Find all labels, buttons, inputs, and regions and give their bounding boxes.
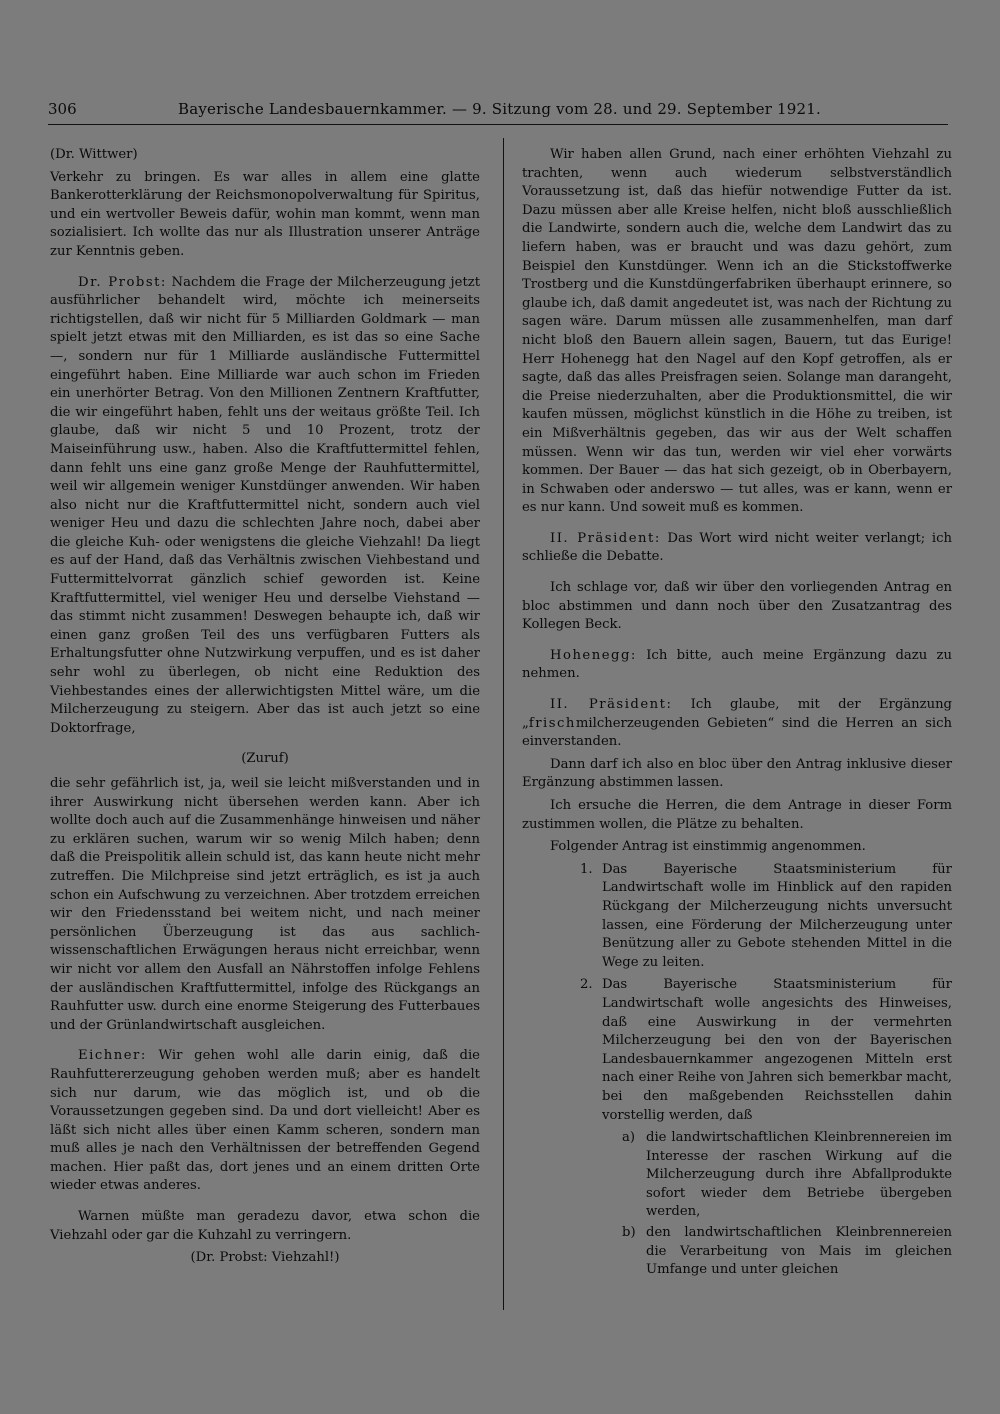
- speech-paragraph: [50, 1047, 480, 1196]
- speech-text: Das Wort wird nicht weiter verlangt; ich schließe die Debatte.: [522, 530, 953, 565]
- page-number: 306: [48, 100, 77, 118]
- right-column: [522, 146, 952, 1282]
- paragraph: Dann darf ich also en bloc über den Antrag inklusive dieser Ergänzung abstimmen lassen.: [522, 756, 952, 791]
- interjection: (Dr. Probst: Viehzahl!): [190, 1250, 340, 1266]
- emphasized-word: frisch: [528, 715, 576, 731]
- item-text: Das Bayerische Staatsministerium für Landwirtschaft wolle angesichts des Hinweises, daß eine Auswirkung in der vermehrten Milcherzeugung bei den von der Bayerischen Landesbauernkammer angezogenen Mitteln erst nach einer Reihe von Jahren sich bemerkbar macht, bei den maßgebenden Reichsstellen dahin vorstellig werden, daß: [602, 977, 952, 1123]
- header-rule: [48, 124, 948, 125]
- item-number: 1.: [580, 861, 593, 877]
- sub-list: [522, 1129, 952, 1280]
- sub-letter: b): [622, 1225, 636, 1241]
- column-divider: [503, 138, 504, 1310]
- sub-letter: a): [622, 1130, 636, 1146]
- speech-text: milcherzeugenden Gebieten“ sind die Herren an sich einverstanden.: [522, 715, 952, 750]
- resolution-list: [522, 861, 952, 1125]
- speaker-name: Eichner:: [78, 1048, 147, 1064]
- speaker-name: Hohenegg:: [550, 647, 637, 663]
- speech-paragraph: [522, 647, 952, 684]
- sub-text: die landwirtschaftlichen Kleinbrennereien im Interesse der raschen Wirkung auf die Milcherzeugung durch ihre Abfallprodukte sofort wieder dem Betriebe übergeben werden,: [646, 1130, 952, 1220]
- speech-text: Wir gehen wohl alle darin einig, daß die Rauhfuttererzeugung gehoben werden muß; aber es handelt sich nur darum, wie das möglich ist, und ob die Voraussetzungen gegeben sind. Da und dort vielleicht! Aber es läßt sich nicht alles über einen Kamm scheren, sondern man muß alles je nach den Verhältnissen der betreffenden Gegend machen. Hier paßt das, dort jenes und an einem dritten Orte wieder etwas anderes.: [50, 1048, 480, 1194]
- paragraph: Folgender Antrag ist einstimmig angenommen.: [550, 839, 866, 855]
- sub-item: [522, 1224, 952, 1280]
- paragraph: Verkehr zu bringen. Es war alles in allem eine glatte Bankerotterklärung der Reichsmonopolverwaltung für Spiritus, und ein wertvoller Beweis dafür, wohin man kommt, wenn man sozialisiert. Ich wollte das nur als Illustration unserer Anträge zur Kenntnis geben.: [50, 169, 480, 259]
- running-title: Bayerische Landesbauernkammer. — 9. Sitzung vom 28. und 29. September 1921.: [178, 100, 821, 118]
- paragraph: Ich schlage vor, daß wir über den vorliegenden Antrag en bloc abstimmen und dann noch über den Zusatzantrag des Kollegen Beck.: [522, 580, 952, 633]
- paragraph: Ich ersuche die Herren, die dem Antrage in dieser Form zustimmen wollen, die Plätze zu behalten.: [522, 798, 952, 832]
- left-column: [50, 146, 480, 1274]
- paragraph: Warnen müßte man geradezu davor, etwa schon die Viehzahl oder gar die Kuhzahl zu verringern.: [50, 1209, 480, 1243]
- speech-text: Ich bitte, auch meine Ergänzung dazu zu nehmen.: [522, 647, 952, 682]
- paragraph: Wir haben allen Grund, nach einer erhöhten Viehzahl zu trachten, wenn auch wiederum selbstverständlich Voraussetzung ist, daß das hiefür notwendige Futter da ist. Dazu müssen aber alle Kreise helfen, nicht bloß ausschließlich die Landwirte, sondern auch die, welche dem Landwirt das zu liefern haben, was er braucht und was dazu gehört, zum Beispiel den Kunstdünger. Wenn ich an die Stickstoffwerke Trostberg und die Kunstdüngerfabriken überhaupt erinnere, so glaube ich, daß damit angedeutet ist, was nach der Richtung zu sagen wäre. Darum müssen alle zusammenhelfen, man darf nicht bloß den Bauern allein sagen, Bauern, tut das Eurige! Herr Hohenegg hat den Nagel auf den Kopf getroffen, als er sagte, daß das alles Preisfragen seien. Solange man darangeht, die Preise niederzuhalten, aber die Produktionsmittel, die wir kaufen müssen, möglichst künstlich in die Höhe zu treiben, ist ein Mißverhältnis gegeben, das wir aus der Welt schaffen müssen. Wenn wir das tun, werden wir viel eher vorwärts kommen. Der Bauer — das hat sich gezeigt, ob in Oberbayern, in Schwaben oder anderswo — tut alles, was er kann, wenn er es nur kann. Und soweit muß es kommen.: [522, 147, 952, 516]
- interjection: (Zuruf): [241, 751, 289, 767]
- item-text: Das Bayerische Staatsministerium für Landwirtschaft wolle im Hinblick auf den rapiden Rückgang der Milcherzeugung nichts unversucht lassen, eine Förderung der Milcherzeugung unter Benützung aller zu Gebote stehenden Mittel in die Wege zu leiten.: [602, 861, 952, 970]
- item-number: 2.: [580, 977, 593, 993]
- speech-paragraph: [522, 696, 952, 752]
- speaker-name: II. Präsident:: [550, 697, 673, 713]
- sub-item: [522, 1129, 952, 1222]
- speech-text: Ich glaube, mit der Ergänzung „: [522, 697, 953, 731]
- speaker-name: II. Präsident:: [550, 530, 661, 546]
- speech-paragraph: [522, 530, 952, 567]
- speech-paragraph: [50, 274, 480, 739]
- page-header: [48, 100, 948, 126]
- speaker-name: Dr. Probst:: [78, 274, 167, 290]
- speaker-note: (Dr. Wittwer): [50, 147, 138, 162]
- resolution-item: [522, 861, 952, 973]
- sub-text: den landwirtschaftlichen Kleinbrennereien die Verarbeitung von Mais im gleichen Umfange und unter gleichen: [646, 1225, 952, 1278]
- speech-text: Nachdem die Frage der Milcherzeugung jetzt ausführlicher behandelt wird, möchte ich meinerseits richtigstellen, daß wir nicht für 5 Milliarden Goldmark — man spielt jetzt etwas mit den Milliarden, es ist das so eine Sache —, sondern nur für 1 Milliarde ausländische Futtermittel eingeführt haben. Eine Milliarde war auch schon im Frieden ein unerhörter Betrag. Von den Millionen Zentnern Kraftfutter, die wir eingeführt haben, fehlt uns der weitaus größte Teil. Ich glaube, daß wir nicht 5 und 10 Prozent, trotz der Maiseinführung usw., haben. Also die Kraftfuttermittel fehlen, dann fehlt uns eine ganz große Menge der Rauhfuttermittel, weil wir allgemein weniger Kunstdünger anwenden. Wir haben also nicht nur die Kraftfuttermittel nicht, sondern auch viel weniger Heu und dazu die schlechten Jahre noch, dabei aber die gleiche Kuh- oder wenigstens die gleiche Viehzahl! Da liegt es auf der Hand, daß das Verhältnis zwischen Viehbestand und Futtermittelvorrat gänzlich schief geworden ist. Keine Kraftfuttermittel, viel weniger Heu und derselbe Viehstand — das stimmt nicht zusammen! Deswegen behaupte ich, daß wir einen ganz großen Teil des uns verfügbaren Futters als Erhaltungsfutter ohne Nutzwirkung verpuffen, und es ist daher sehr wohl zu überlegen, ob nicht eine Reduktion des Viehbestandes eines der allerwichtigsten Mittel wäre, um die Milcherzeugung zu steigern. Aber das ist auch jetzt so eine Doktorfrage,: [50, 274, 480, 736]
- resolution-item: [522, 976, 952, 1125]
- paragraph: die sehr gefährlich ist, ja, weil sie leicht mißverstanden und in ihrer Auswirkung nicht übersehen werden kann. Aber ich wollte doch auch auf die Zusammenhänge hinweisen und näher zu erklären suchen, warum wir so wenig Milch haben; denn daß die Preispolitik allein schuld ist, das kann heute nicht mehr zutreffen. Die Milchpreise sind jetzt erträglich, es ist ja auch schon ein Aufschwung zu verzeichnen. Aber trotzdem erreichen wir den Friedensstand bei weitem nicht, und nach meiner persönlichen Überzeugung ist das aus sachlich-wissenschaftlichen Erwägungen heraus nicht erreichbar, wenn wir nicht vor allem den Ausfall an Nährstoffen infolge Fehlens der ausländischen Kraftfuttermittel, infolge des Rückgangs an Rauhfutter usw. durch eine enorme Steigerung des Futterbaues und der Grünlandwirtschaft ausgleichen.: [50, 776, 480, 1033]
